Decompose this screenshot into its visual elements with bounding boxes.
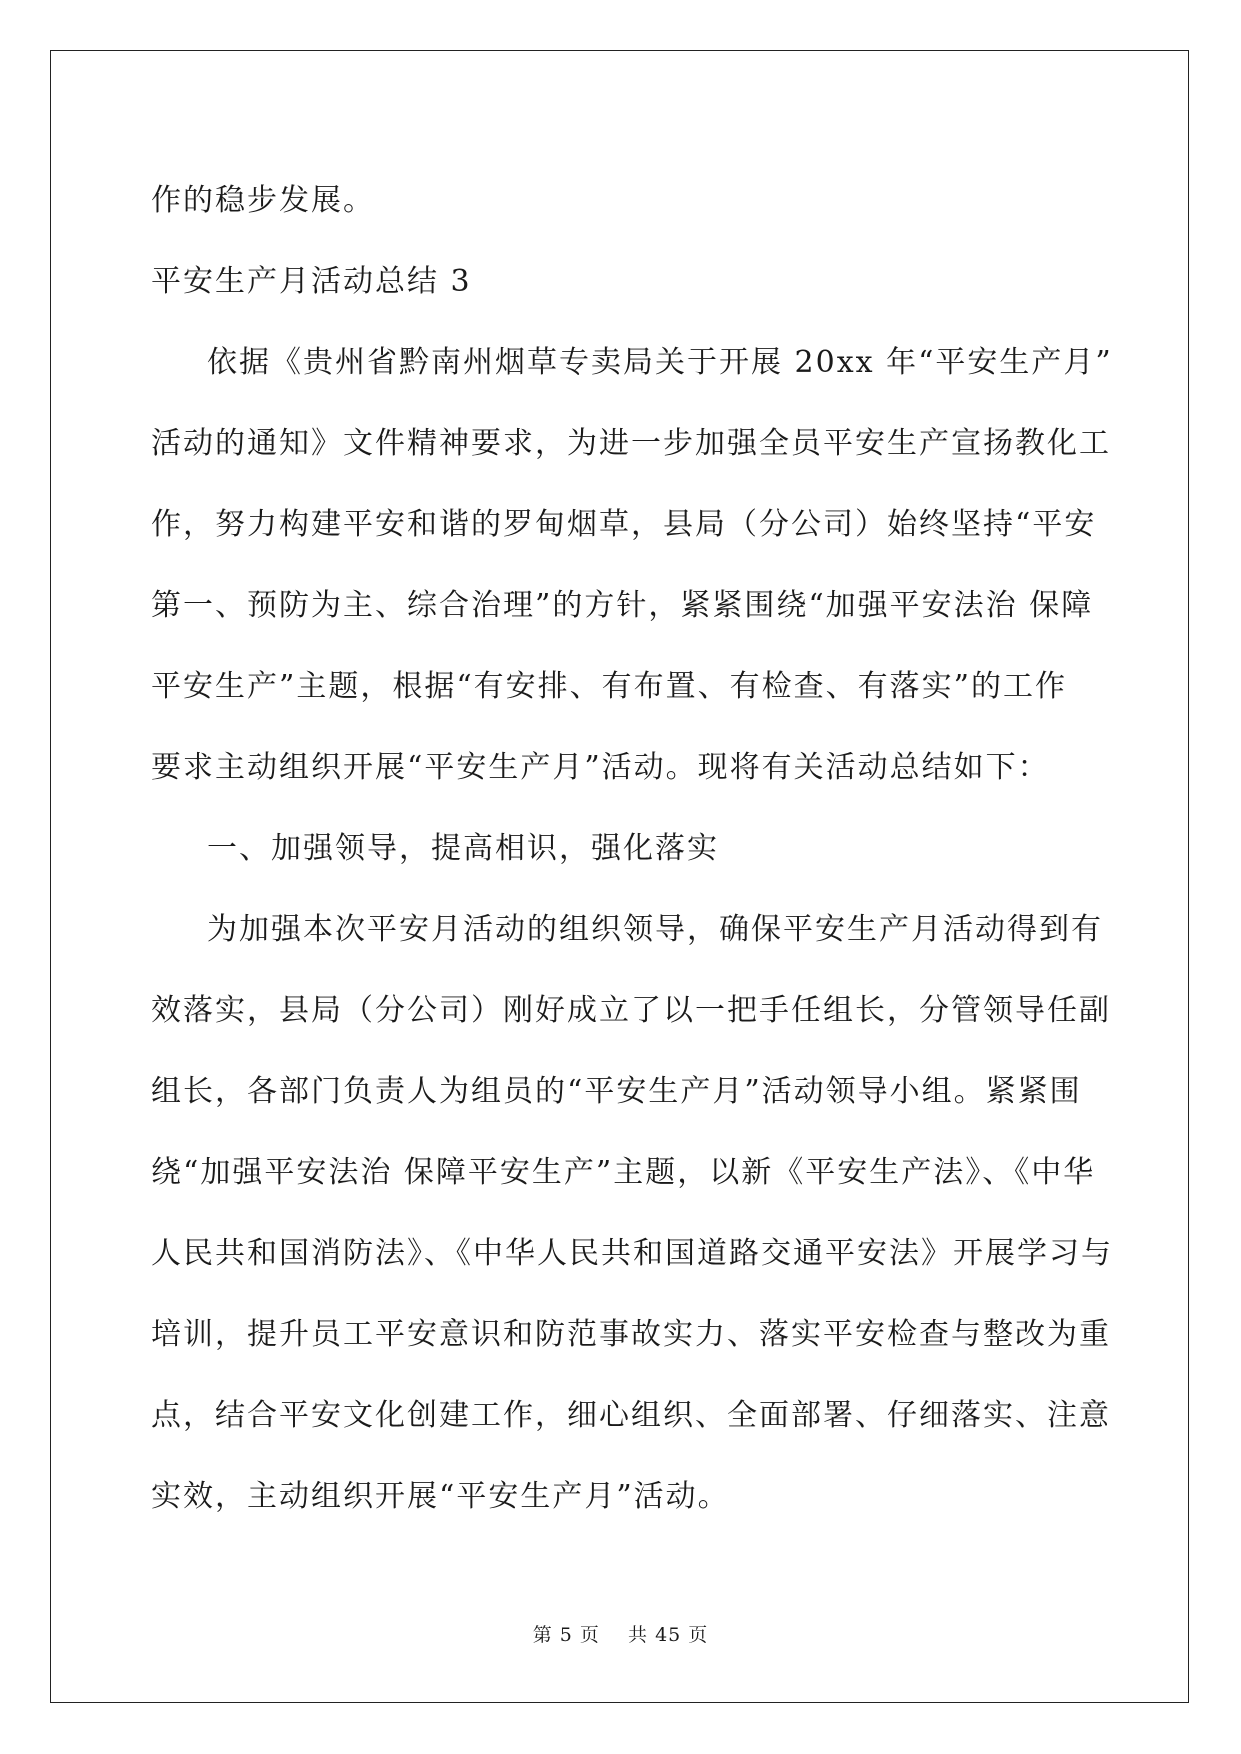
text-line: 第一、预防为主、综合治理”的方针，紧紧围绕“加强平安法治 保障	[151, 588, 1094, 623]
text-line: 活动的通知》文件精神要求，为进一步加强全员平安生产宣扬教化工	[151, 426, 1111, 461]
text-line: 作，努力构建平安和谐的罗甸烟草，县局（分公司）始终坚持“平安	[151, 507, 1097, 542]
paragraph-body	[151, 889, 1113, 1537]
text-line: 培训，提升员工平安意识和防范事故实力、落实平安检查与整改为重	[151, 1317, 1111, 1352]
paragraph-continuation	[151, 160, 1091, 241]
page-footer	[0, 1620, 1241, 1647]
text-line: 点，结合平安文化创建工作，细心组织、全面部署、仔细落实、注意	[151, 1398, 1111, 1433]
text-line: 效落实，县局（分公司）刚好成立了以一把手任组长，分管领导任副	[151, 993, 1111, 1028]
paragraph-intro	[151, 322, 1113, 808]
document-body	[151, 160, 1113, 1537]
heading-line: 平安生产月活动总结 3	[151, 264, 472, 299]
subheading-line: 一、加强领导，提高相识，强化落实	[207, 831, 719, 866]
page-total: 共 45 页	[628, 1624, 709, 1646]
section-heading	[151, 241, 1091, 322]
text-line: 作的稳步发展。	[151, 183, 375, 218]
text-line: 为加强本次平安月活动的组织领导，确保平安生产月活动得到有	[207, 912, 1103, 947]
text-line: 组长，各部门负责人为组员的“平安生产月”活动领导小组。紧紧围	[151, 1074, 1082, 1109]
page-number: 第 5 页	[532, 1624, 600, 1646]
text-line: 绕“加强平安法治 保障平安生产”主题，以新《平安生产法》、《中华	[151, 1155, 1096, 1190]
text-line: 实效，主动组织开展“平安生产月”活动。	[151, 1479, 730, 1514]
text-line: 人民共和国消防法》、《中华人民共和国道路交通平安法》开展学习与	[151, 1236, 1113, 1271]
text-line: 平安生产”主题，根据“有安排、有布置、有检查、有落实”的工作	[151, 669, 1068, 704]
subheading	[151, 808, 1091, 889]
text-line: 要求主动组织开展“平安生产月”活动。现将有关活动总结如下：	[151, 750, 1050, 785]
text-line: 依据《贵州省黔南州烟草专卖局关于开展 20xx 年“平安生产月”	[207, 345, 1113, 380]
